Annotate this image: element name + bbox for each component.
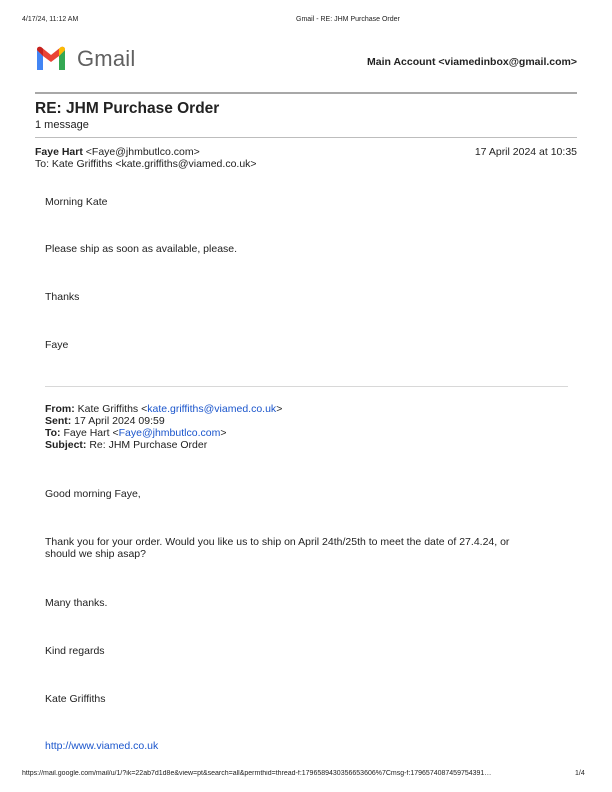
body-line: Please ship as soon as available, please. — [45, 243, 238, 255]
sender-email: <Faye@jhmbutlco.com> — [85, 146, 200, 158]
quoted-to-email-link[interactable]: Faye@jhmbutlco.com — [118, 427, 221, 439]
header-divider — [35, 92, 577, 94]
quoted-from-label: From: — [45, 403, 75, 415]
quoted-to-close: > — [220, 427, 227, 439]
print-title: Gmail - RE: JHM Purchase Order — [296, 16, 400, 23]
message-to: To: Kate Griffiths <kate.griffiths@viamed.co.uk> — [35, 158, 257, 170]
quoted-sent — [45, 415, 575, 428]
message-count: 1 message — [35, 119, 89, 131]
body-line: Morning Kate — [45, 196, 108, 208]
print-url: https://mail.google.com/mail/u/1/?ik=22ab7d1d8e&view=pt&search=all&permthid=thread-f:1796589430356653606%7Cmsg-f:1796574087459754391… — [22, 770, 492, 777]
quoted-subject-label: Subject: — [45, 439, 87, 451]
website-line — [45, 740, 575, 753]
quoted-sent-value: 17 April 2024 09:59 — [74, 415, 165, 427]
message-date: 17 April 2024 at 10:35 — [474, 146, 577, 158]
quoted-from-name: Kate Griffiths < — [77, 403, 148, 415]
account-label: Main Account <viamedinbox@gmail.com> — [367, 56, 577, 68]
quoted-from-close: > — [276, 403, 283, 415]
quote-divider — [45, 386, 568, 387]
message-from — [35, 146, 200, 158]
quoted-paragraph-line: should we ship asap? — [45, 548, 146, 560]
print-page-number: 1/4 — [575, 770, 585, 777]
gmail-wordmark: Gmail — [77, 46, 136, 71]
quoted-thanks: Many thanks. — [45, 597, 108, 609]
quoted-sent-label: Sent: — [45, 415, 72, 427]
website-link[interactable]: http://www.viamed.co.uk — [45, 740, 159, 752]
body-line: Thanks — [45, 291, 80, 303]
quoted-subject-value: Re: JHM Purchase Order — [89, 439, 208, 451]
thread-divider — [35, 137, 577, 138]
quoted-from-email-link[interactable]: kate.griffiths@viamed.co.uk — [147, 403, 277, 415]
quoted-to-label: To: — [45, 427, 61, 439]
gmail-logo-icon — [35, 44, 67, 72]
body-line: Faye — [45, 339, 69, 351]
print-datetime: 4/17/24, 11:12 AM — [22, 16, 79, 23]
thread-subject: RE: JHM Purchase Order — [35, 100, 220, 117]
quoted-signature: Kate Griffiths — [45, 693, 106, 705]
quoted-subject — [45, 439, 575, 452]
quoted-regards: Kind regards — [45, 645, 105, 657]
quoted-paragraph-line: Thank you for your order. Would you like us to ship on April 24th/25th to meet the date of 27.4.24, or — [45, 536, 510, 548]
quoted-greeting: Good morning Faye, — [45, 488, 141, 500]
sender-name: Faye Hart — [35, 146, 83, 158]
quoted-from — [45, 403, 575, 416]
quoted-to — [45, 427, 575, 440]
quoted-to-name: Faye Hart < — [63, 427, 119, 439]
